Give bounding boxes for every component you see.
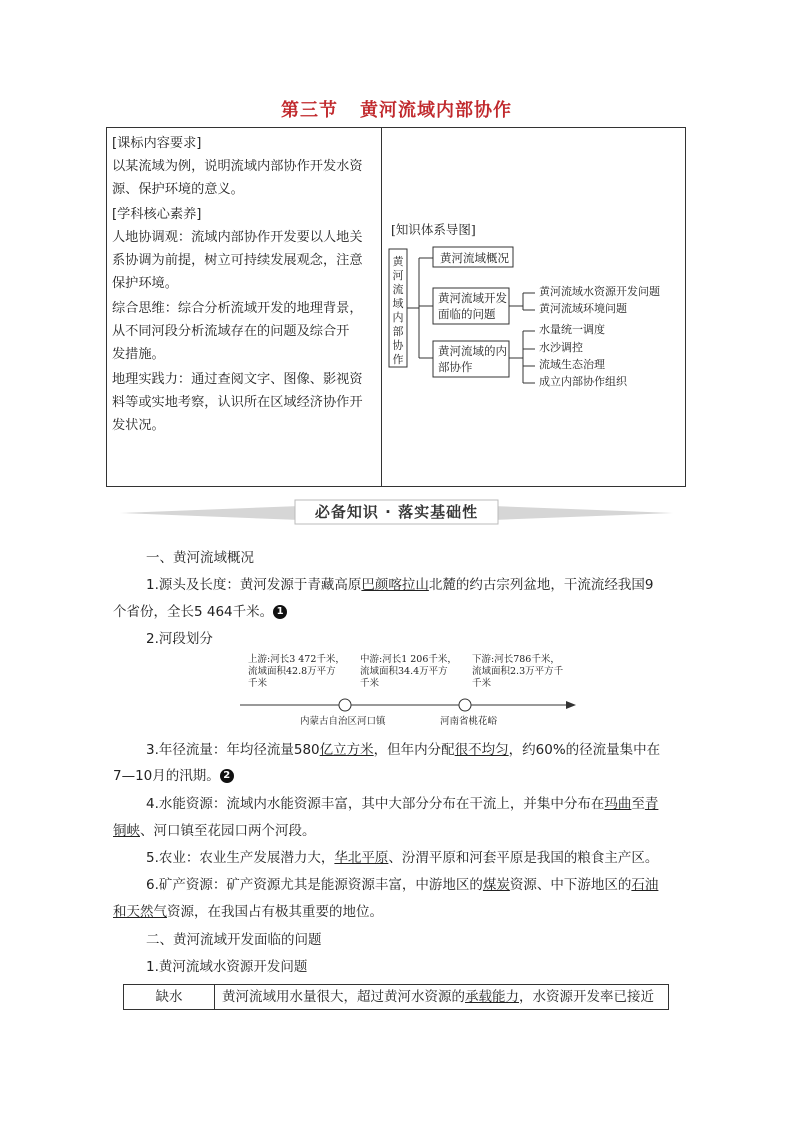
para2: 2.河段划分 [146,631,213,647]
mindmap-heading: [知识体系导图] [391,222,476,237]
text: 资源、中下游地区的 [509,877,632,893]
para3-line2 [113,764,234,784]
literacy-line: 人地协调观：流域内部协作开发要以人地关 [112,230,363,245]
underlined-term: 巴颜喀拉山 [361,577,429,593]
leaf-env: 黄河流域环境问题 [539,302,627,315]
root-char: 部 [392,325,404,338]
para4-line2 [113,819,316,839]
point-hekou [339,699,351,711]
text: 至 [631,796,645,812]
footnote-mark[interactable]: 2 [220,769,234,783]
text: 1.源头及长度：黄河发源于青藏高原 [146,577,362,593]
text: 北麓的约古宗列盆地，干流流经我国9 [428,577,654,593]
mindmap-leaves [539,284,660,388]
section1-heading: 一、黄河流域概况 [146,550,254,566]
label-taohuayu: 河南省桃花峪 [440,716,498,727]
text: 4.水能资源：流域内水能资源丰富，其中大部分分布在干流上，并集中分布在 [146,796,605,812]
middle-line3: 千米 [360,678,380,689]
text: 黄河流域用水量很大，超过黄河水资源的 [222,989,465,1005]
para6-line2 [113,900,383,920]
text: ，水资源开发率已接近 [519,989,654,1005]
intro-table [106,127,686,487]
underlined-term: 煤炭 [482,877,510,893]
para6-line1 [146,873,658,893]
problems-table [123,984,669,1010]
section2-sub1: 1.黄河流域水资源开发问题 [146,959,308,975]
title-text: 黄河流域内部协作 [360,100,512,121]
middle-line2: 流域面积34.4万平方 [360,666,448,677]
mindmap-node-overview: 黄河流域概况 [440,251,509,265]
requirements-heading: [课标内容要求] [112,136,202,151]
title-section-number: 第三节 [281,100,338,121]
para5 [146,846,658,866]
problems-table-label: 缺水 [124,985,215,1009]
underlined-term: 石油 [631,877,659,893]
upper-line2: 流域面积42.8万平方 [248,666,336,677]
para1-line1 [146,573,653,593]
point-taohuayu [459,699,471,711]
text: 5.农业：农业生产发展潜力大， [146,850,335,866]
text: ，但年内分配 [373,742,455,758]
river-arrow [566,701,576,709]
underlined-term: 华北平原 [334,850,389,866]
literacy-line: 从不同河段分析流域存在的问题及综合开 [112,324,350,339]
upper-line1: 上游:河长3 472千米， [248,654,345,665]
knowledge-mindmap [107,128,687,488]
para1-line2 [113,600,287,620]
lower-line1: 下游:河长786千米， [472,654,560,665]
root-char: 内 [392,311,404,324]
root-char: 域 [392,297,404,310]
middle-line1: 中游:河长1 206千米， [360,654,457,665]
text: 个省份，全长5 464千米。 [113,604,274,620]
leaf-org: 成立内部协作组织 [539,375,627,388]
root-char: 流 [392,283,404,296]
root-char: 协 [392,339,404,352]
root-char: 黄 [392,255,404,268]
banner-title: 必备知识 · 落实基础性 [314,503,479,521]
underlined-term: 亿立方米 [319,742,374,758]
river-segment-diagram [240,652,580,732]
literacy-heading: [学科核心素养] [112,207,202,222]
para3-line1 [146,738,660,758]
text: 、汾渭平原和河套平原是我国的粮食主产区。 [388,850,659,866]
section2-heading: 二、黄河流域开发面临的问题 [146,932,322,948]
label-hekou: 内蒙古自治区河口镇 [300,716,386,727]
text: 资源，在我国占有极其重要的地位。 [167,904,383,920]
text: 、河口镇至花园口两个河段。 [140,823,316,839]
root-char: 作 [392,353,404,366]
page-title [0,96,793,122]
underlined-term: 玛曲 [604,796,632,812]
text: 3.年径流量：年均径流量580 [146,742,320,758]
text: 7—10月的汛期。 [113,768,220,784]
footnote-mark[interactable]: 1 [273,605,287,619]
leaf-eco: 流域生态治理 [539,358,605,371]
para4-line1 [146,792,658,812]
leaf-dispatch: 水量统一调度 [539,323,605,336]
root-char: 河 [392,269,404,282]
leaf-water-dev: 黄河流域水资源开发问题 [539,285,660,298]
underlined-term: 和天然气 [113,904,167,920]
section-banner [120,498,673,526]
literacy-line: 系协调为前提，树立可持续发展观念，注意 [112,253,363,268]
underlined-term: 很不均匀 [454,742,509,758]
mindmap-node-cooperation-line1: 黄河流域的内 [438,344,507,358]
literacy-line: 发措施。 [112,347,165,362]
underlined-term: 青 [644,796,659,812]
mindmap-node-problems-line2: 面临的问题 [438,307,496,321]
requirements-line: 源、保护环境的意义。 [112,182,244,197]
literacy-line: 综合思维：综合分析流域开发的地理背景， [112,301,363,316]
literacy-line: 料等或实地考察，认识所在区域经济协作开 [112,395,363,410]
text: 6.矿产资源：矿产资源尤其是能源资源丰富，中游地区的 [146,877,483,893]
mindmap-root-text [393,254,405,366]
lower-line3: 千米 [472,678,492,689]
problems-table-text [222,985,654,1009]
literacy-line: 发状况。 [112,418,165,433]
upper-line3: 千米 [248,678,268,689]
lower-line2: 流域面积2.3万平方千 [472,666,564,677]
mindmap-node-cooperation-line2: 部协作 [438,360,473,374]
literacy-line: 保护环境。 [112,276,178,291]
mindmap-node-problems-line1: 黄河流域开发 [438,291,507,305]
underlined-term: 承载能力 [465,989,519,1005]
literacy-line: 地理实践力：通过查阅文字、图像、影视资 [112,372,363,387]
requirements-line: 以某流域为例，说明流域内部协作开发水资 [112,159,363,174]
leaf-sediment: 水沙调控 [539,341,583,354]
underlined-term: 铜峡 [113,823,140,839]
text: ，约60%的径流量集中在 [508,742,661,758]
